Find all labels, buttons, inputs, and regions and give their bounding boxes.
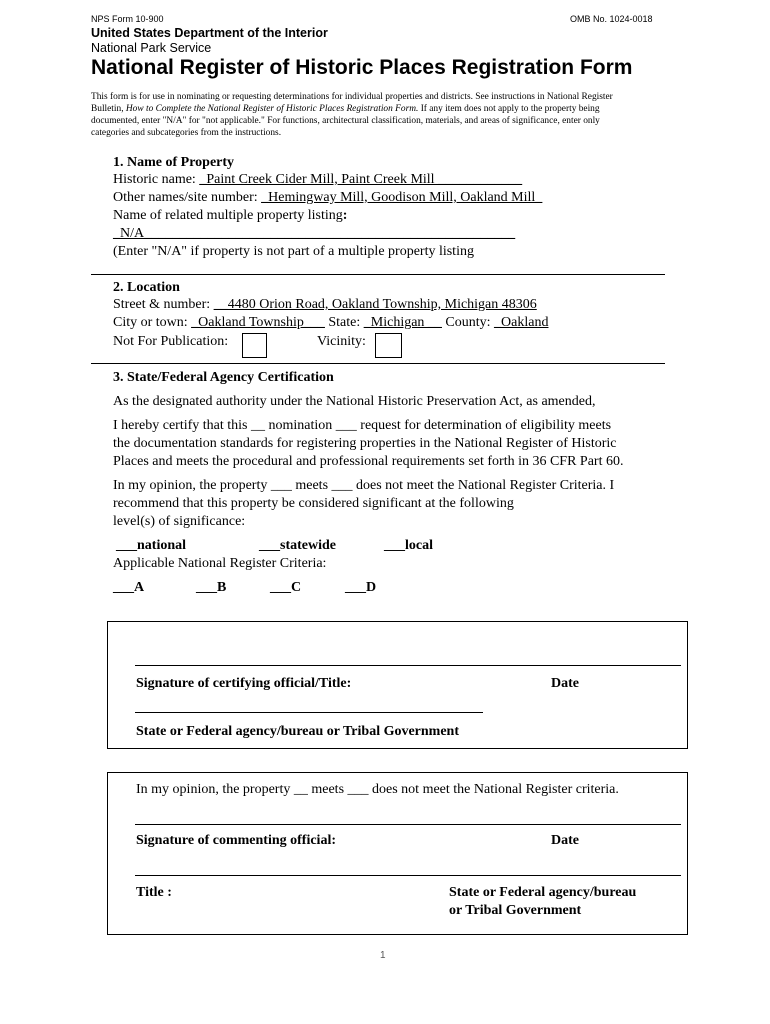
historic-name-label: Historic name: — [113, 172, 196, 187]
title-line[interactable] — [135, 875, 681, 876]
related-listing-label: Name of related multiple property listing: — [113, 208, 348, 223]
level-local[interactable]: ___local — [384, 538, 433, 553]
intro-line: Bulletin, How to Complete the National Register of Historic Places Registration Form. If any item does not apply to the property being — [91, 104, 600, 114]
opinion-text-line: level(s) of significance: — [113, 514, 246, 529]
certifying-signature-label: Signature of certifying official/Title: — [136, 676, 352, 691]
county-label: County: — [445, 315, 491, 330]
criteria-c[interactable]: ___C — [270, 580, 302, 595]
city-row — [113, 315, 548, 331]
vicinity-label: Vicinity: — [317, 334, 366, 349]
not-for-publication-checkbox[interactable] — [242, 333, 267, 358]
enter-na-note: (Enter "N/A" if property is not part of a multiple property listing — [113, 244, 474, 259]
section-3-heading: 3. State/Federal Agency Certification — [113, 370, 334, 385]
certifying-date-label: Date — [551, 676, 579, 691]
not-for-publication-label: Not For Publication: — [113, 334, 229, 349]
form-number: NPS Form 10-900 — [91, 14, 164, 24]
department-name: United States Department of the Interior — [91, 26, 328, 40]
intro-line: This form is for use in nominating or requesting determinations for individual properties and districts. See instructions in National Register — [91, 92, 613, 102]
state-value[interactable]: _Michigan __ — [363, 315, 442, 330]
section-divider — [91, 363, 665, 364]
street-value[interactable]: __4480 Orion Road, Oakland Township, Michigan 48306 — [213, 297, 537, 312]
city-value[interactable]: _Oakland Township___ — [191, 315, 325, 330]
certifying-agency-label: State or Federal agency/bureau or Tribal Government — [136, 724, 460, 739]
other-names-row — [113, 190, 542, 206]
criteria-label: Applicable National Register Criteria: — [113, 556, 327, 571]
level-statewide[interactable]: ___statewide — [259, 538, 336, 553]
commenting-signature-label: Signature of commenting official: — [136, 833, 336, 848]
level-national[interactable]: ___national — [116, 538, 187, 553]
signature-line[interactable] — [135, 665, 681, 666]
omb-number: OMB No. 1024-0018 — [570, 14, 653, 24]
certify-text-line: the documentation standards for registering properties in the National Register of Historic — [113, 436, 617, 451]
certify-text-line: Places and meets the procedural and professional requirements set forth in 36 CFR Part 60. — [113, 454, 624, 469]
city-label: City or town: — [113, 315, 188, 330]
service-name: National Park Service — [91, 41, 212, 55]
section-1-heading: 1. Name of Property — [113, 155, 235, 170]
certify-text-line: I hereby certify that this __ nomination ___ request for determination of eligibility meets — [113, 418, 612, 433]
commenting-date-label: Date — [551, 833, 579, 848]
vicinity-checkbox[interactable] — [375, 333, 402, 358]
commenting-title-label: Title : — [136, 885, 172, 900]
page-number: 1 — [380, 950, 386, 961]
opinion-text-line: recommend that this property be considered significant at the following — [113, 496, 514, 511]
intro-line: documented, enter "N/A" for "not applicable." For functions, architectural classification, materials, and areas of significance, enter only — [91, 116, 600, 126]
section-divider — [91, 274, 665, 275]
opinion-text-line: In my opinion, the property ___ meets ___ does not meet the National Register Criteria. I — [113, 478, 615, 493]
criteria-d[interactable]: ___D — [345, 580, 377, 595]
other-names-value[interactable]: _Hemingway Mill, Goodison Mill, Oakland Mill_ — [261, 190, 543, 205]
designated-authority-text: As the designated authority under the National Historic Preservation Act, as amended, — [113, 394, 596, 409]
criteria-b[interactable]: ___B — [196, 580, 227, 595]
related-listing-value[interactable]: _N/A_____________________________________________________ — [113, 226, 516, 241]
historic-name-row — [113, 172, 522, 188]
section-2-heading: 2. Location — [113, 280, 180, 295]
commenting-agency-label: State or Federal agency/bureau — [449, 885, 637, 900]
other-names-label: Other names/site number: — [113, 190, 258, 205]
state-label: State: — [328, 315, 361, 330]
agency-line[interactable] — [135, 712, 483, 713]
comment-opinion-text: In my opinion, the property __ meets ___ does not meet the National Register criteria. — [136, 782, 619, 797]
commenting-agency-label: or Tribal Government — [449, 903, 582, 918]
county-value[interactable]: _Oakland — [494, 315, 549, 330]
signature-line[interactable] — [135, 824, 681, 825]
street-row — [113, 297, 537, 313]
criteria-a[interactable]: ___A — [113, 580, 145, 595]
historic-name-value[interactable]: _Paint Creek Cider Mill, Paint Creek Mill ____________ — [199, 172, 523, 187]
intro-line: categories and subcategories from the instructions. — [91, 128, 282, 138]
street-label: Street & number: — [113, 297, 211, 312]
page-title: National Register of Historic Places Registration Form — [91, 56, 633, 79]
